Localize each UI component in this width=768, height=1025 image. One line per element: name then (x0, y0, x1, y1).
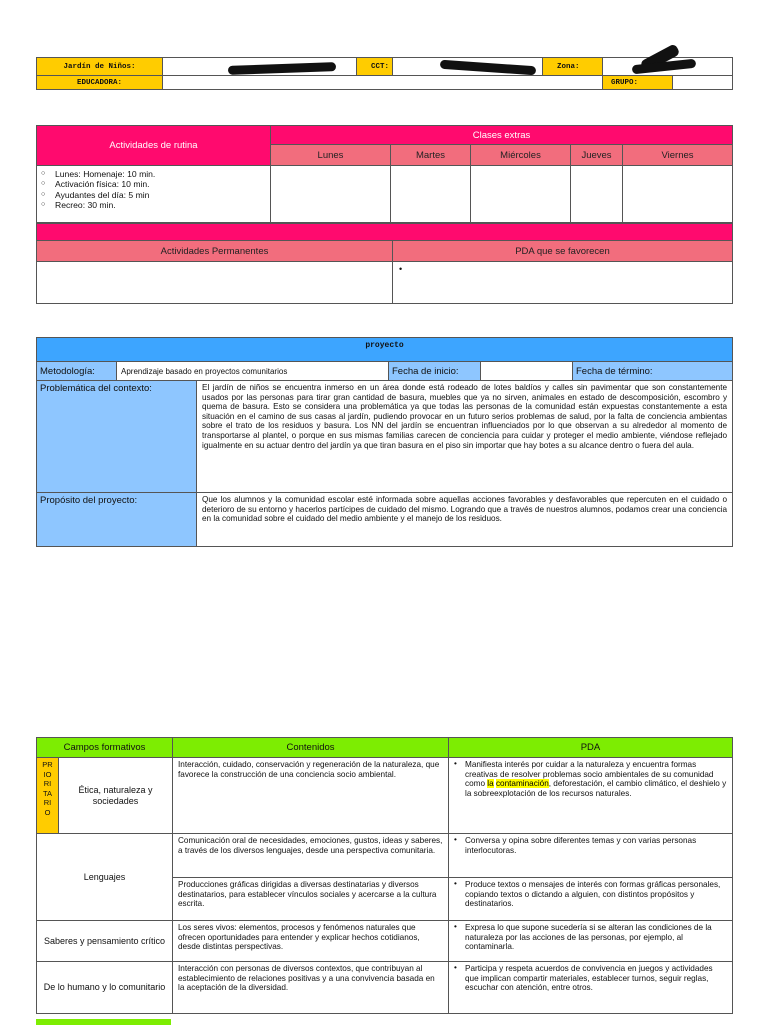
contenido-cell: Interacción, cuidado, conservación y regeneración de la naturaleza, que favorece la construcción de una conciencia socio ambiental. (173, 758, 449, 834)
pda-cell (449, 834, 733, 878)
day-header: Jueves (571, 145, 623, 166)
prioritario-line: RI (43, 798, 52, 808)
inicio-field[interactable] (481, 362, 573, 381)
extra-classes-title: Clases extras (271, 126, 733, 145)
pda-text: Produce textos o mensajes de interés con formas gráficas personales, copiando textos o dictando a alguien, con distintos propósitos y destinatarios. (465, 880, 721, 909)
educadora-label: EDUCADORA: (37, 76, 163, 90)
list-item: ○ Recreo: 30 min. (51, 200, 266, 210)
bullet: • (454, 759, 457, 768)
project-table (36, 337, 733, 547)
header-campos: Campos formativos (37, 738, 173, 758)
campo-etica: Ética, naturaleza y sociedades (59, 758, 173, 834)
jardin-label: Jardín de Niños: (37, 58, 163, 76)
bullet: • (454, 879, 457, 888)
highlight: la (487, 779, 494, 789)
problematica-label: Problemática del contexto: (37, 381, 197, 493)
header-table (36, 57, 733, 90)
permanent-table (36, 223, 733, 304)
campos-table (36, 737, 733, 1014)
contenido-cell: Interacción con personas de diversos contextos, que contribuyan al establecimiento de relaciones positivas y a una convivencia basada en la aceptación de la diversidad. (173, 962, 449, 1014)
grupo-field[interactable] (673, 76, 733, 90)
permanent-label: Actividades Permanentes (37, 241, 393, 262)
pda-text: Participa y respeta acuerdos de convivencia en juegos y actividades que implican compartir materiales, establecer turnos, seguir reglas, escuchar con atención, entre otros. (465, 964, 713, 993)
cct-label: CCT: (357, 58, 393, 76)
day-header: Viernes (623, 145, 733, 166)
prioritario-badge (37, 758, 59, 834)
routine-list (41, 169, 266, 211)
prioritario-line: PR (42, 760, 53, 769)
project-title: proyecto (37, 338, 733, 362)
day-cell[interactable] (271, 166, 391, 223)
day-header: Lunes (271, 145, 391, 166)
problematica-text: El jardín de niños se encuentra inmerso en un área donde está rodeado de lotes baldíos y calles sin pavimentar que son constantemente usados por las personas para tirar gran cantidad de basura, muebles que ya no sirven, animales en estado de descomposición, escombro y quema de basura. Esto se considera una problemática ya que todas las personas de la comunidad están expuestas constantemente a esta situación en el camino de sus casas al jardín, pudiendo provocar en un futuro serios problemas de salud, por la falta de conciencia ambientas sobre el trato de los residuos y basura. Los NN del jardín se encuentran influenciados por lo que observan a su alrededor al momento de transportarse al plantel, o porque en sus mismas familias carecen de conciencia para cuidar y proteger el medio ambiente, viéndose reflejado igualmente en su actuar dentro del jardín ya que tiran basura en el piso sin importar que hay botes a su alcance dentro o fuera del aula. (197, 381, 733, 493)
prioritario-line: IO (43, 769, 52, 779)
campo-humano: De lo humano y lo comunitario (37, 962, 173, 1014)
separator-bar (37, 224, 733, 241)
pda-cell (449, 758, 733, 834)
contenido-cell: Comunicación oral de necesidades, emociones, gustos, ideas y saberes, a través de los diversos lenguajes, desde una perspectiva comunitaria. (173, 834, 449, 878)
metodologia-label: Metodología: (37, 362, 117, 381)
day-header: Martes (391, 145, 471, 166)
day-cell[interactable] (571, 166, 623, 223)
routine-table (36, 125, 733, 223)
pda-text: Expresa lo que supone sucedería si se alteran las condiciones de la naturaleza por las acciones de las personas, por ejemplo, al contaminarla. (465, 923, 712, 952)
educadora-field[interactable] (163, 76, 603, 90)
header-pda: PDA (449, 738, 733, 758)
permanent-cell[interactable] (37, 262, 393, 304)
next-row-stub (36, 1019, 171, 1025)
routine-list-cell (37, 166, 271, 223)
pda-text: , deforestación, el cambio climático, el deshielo y la sobreexplotación de los recursos naturales. (465, 779, 727, 798)
bullet: • (454, 835, 457, 844)
termino-label: Fecha de término: (573, 362, 733, 381)
day-cell[interactable] (471, 166, 571, 223)
campo-lenguajes: Lenguajes (37, 834, 173, 921)
pda-favor-label: PDA que se favorecen (393, 241, 733, 262)
bullet: • (399, 264, 403, 274)
pda-favor-cell[interactable] (393, 262, 733, 304)
contenido-cell: Producciones gráficas dirigidas a diversas destinatarias y diversos destinatarios, para establecer vínculos sociales y acercarse a la cultura escrita. (173, 878, 449, 921)
bullet: • (454, 922, 457, 931)
pda-cell (449, 921, 733, 962)
list-item: ○ Activación física: 10 min. (51, 179, 266, 189)
proposito-text: Que los alumnos y la comunidad escolar esté informada sobre aquellas acciones favorables y desfavorables que repercuten en el cuidado o deterioro de su entorno y hacerlos partícipes de cuidado del mismo. Logrando que a través de nuestros alumnos, podamos crear una conciencia en la comunidad sobre el cuidado del medio ambiente y el manejo de los residuos. (197, 493, 733, 547)
pda-cell (449, 962, 733, 1014)
day-cell[interactable] (623, 166, 733, 223)
bullet: • (454, 963, 457, 972)
list-item: ○ Lunes: Homenaje: 10 min. (51, 169, 266, 179)
routine-title: Actividades de rutina (37, 126, 271, 166)
header-contenidos: Contenidos (173, 738, 449, 758)
list-item: ○ Ayudantes del día: 5 min (51, 190, 266, 200)
day-cell[interactable] (391, 166, 471, 223)
prioritario-line: O (44, 807, 51, 817)
proposito-label: Propósito del proyecto: (37, 493, 197, 547)
campo-saberes: Saberes y pensamiento crítico (37, 921, 173, 962)
pda-cell (449, 878, 733, 921)
pda-text: Conversa y opina sobre diferentes temas y con varias personas interlocutoras. (465, 836, 697, 855)
pda-text: Manifiesta interés por cuidar a la naturaleza y encuentra formas creativas de resolver problemas socio ambientales de su comunidad como (465, 760, 714, 789)
day-header: Miércoles (471, 145, 571, 166)
highlight: contaminación (495, 779, 549, 789)
contenido-cell: Los seres vivos: elementos, procesos y fenómenos naturales que ofrecen oportunidades para entender y explicar hechos cotidianos, desde distintas perspectivas. (173, 921, 449, 962)
zona-label: Zona: (543, 58, 603, 76)
grupo-label: GRUPO: (603, 76, 673, 90)
metodologia-value: Aprendizaje basado en proyectos comunitarios (117, 362, 389, 381)
inicio-label: Fecha de inicio: (389, 362, 481, 381)
prioritario-line: RI (43, 779, 52, 789)
prioritario-line: TA (42, 788, 53, 798)
